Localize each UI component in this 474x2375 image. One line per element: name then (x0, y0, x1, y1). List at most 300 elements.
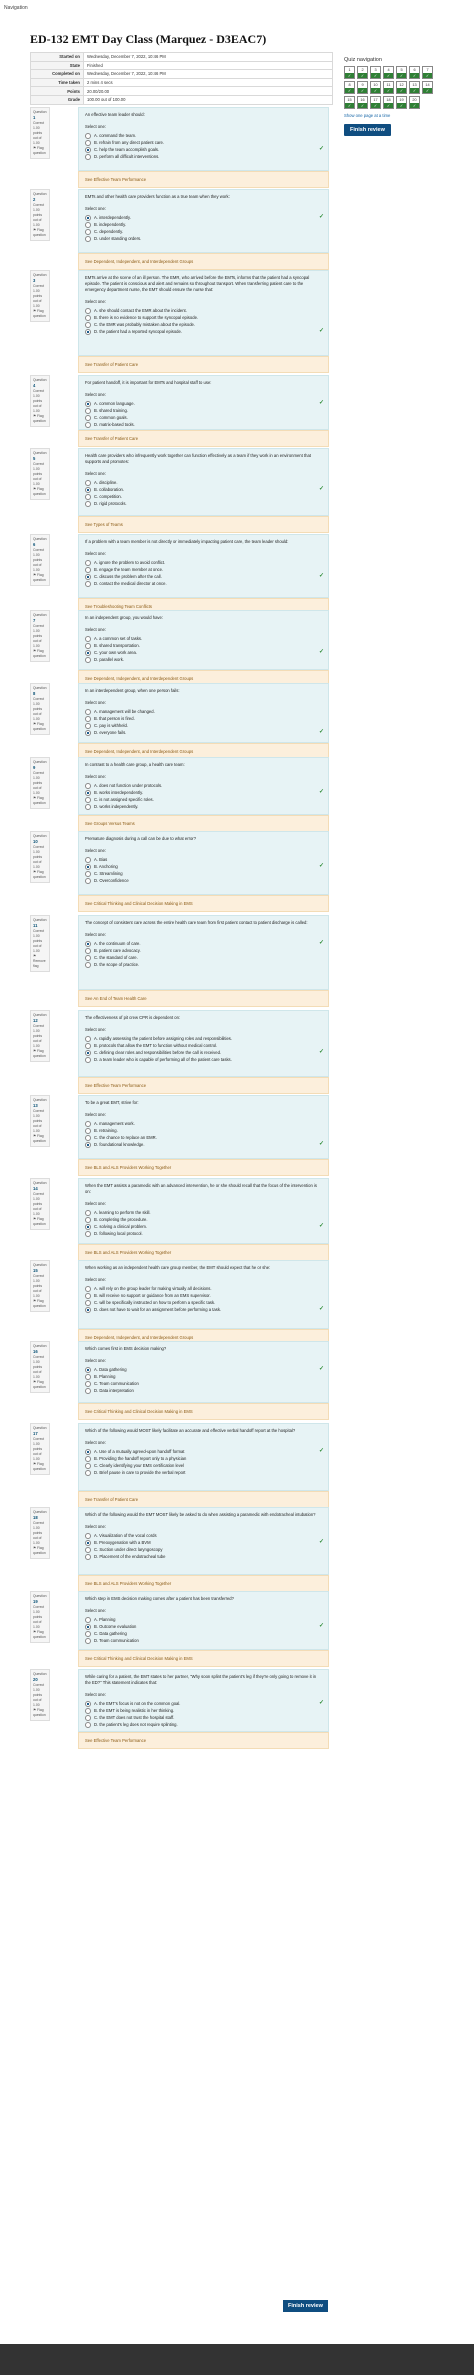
quiz-nav-button[interactable] (396, 81, 407, 94)
flag-label: Flag question (33, 1708, 46, 1717)
answer-option[interactable] (85, 1223, 322, 1230)
answer-text: C. dependently. (94, 229, 124, 234)
answer-option[interactable] (85, 414, 322, 421)
answer-text: D. the scope of practice. (94, 962, 140, 967)
answer-radio[interactable] (85, 1638, 91, 1644)
answer-radio[interactable] (85, 1708, 91, 1714)
question-feedback: See Dependent, Independent, and Interdependent Groups (78, 1329, 329, 1346)
answer-text: C. help the team accomplish goals. (94, 147, 160, 152)
question-number: 4 (33, 383, 36, 388)
answer-radio[interactable] (85, 1057, 91, 1063)
question-number: 11 (33, 923, 38, 928)
answer-option[interactable] (85, 328, 322, 335)
question-content (78, 757, 329, 832)
quiz-nav-button[interactable] (383, 96, 394, 109)
quiz-nav-button[interactable] (344, 81, 355, 94)
answer-radio[interactable] (85, 1540, 91, 1546)
answer-option[interactable] (85, 573, 322, 580)
answer-option[interactable] (85, 729, 322, 736)
answer-radio[interactable] (85, 408, 91, 414)
answer-radio[interactable] (85, 1381, 91, 1387)
quiz-nav-number: 9 (361, 83, 364, 87)
answer-option[interactable] (85, 877, 322, 884)
answer-radio[interactable] (85, 501, 91, 507)
answer-text: C. Clearly identifying your EMS certification level (94, 1463, 185, 1468)
flag-label: Flag question (33, 649, 46, 658)
answer-radio[interactable] (85, 1286, 91, 1292)
question-feedback: See Effective Team Performance (78, 1732, 329, 1749)
answer-option[interactable] (85, 954, 322, 961)
answer-option[interactable] (85, 796, 322, 803)
answer-radio[interactable] (85, 1043, 91, 1049)
answer-radio[interactable] (85, 133, 91, 139)
flag-question-link[interactable] (33, 487, 47, 497)
answer-radio[interactable] (85, 1135, 91, 1141)
flag-question-link[interactable] (33, 309, 47, 319)
answer-option[interactable] (85, 1049, 322, 1056)
answer-option[interactable] (85, 1637, 322, 1644)
correct-check-icon: ✓ (318, 729, 324, 735)
quiz-nav-button[interactable] (409, 81, 420, 94)
quiz-nav-number: 7 (426, 68, 429, 72)
answer-radio[interactable] (85, 494, 91, 500)
answer-option[interactable] (85, 1373, 322, 1380)
flag-question-link[interactable] (33, 954, 47, 969)
question-feedback: See BLS and ALS Providers Working Together (78, 1244, 329, 1261)
answer-radio[interactable] (85, 804, 91, 810)
answer-option[interactable] (85, 228, 322, 235)
quiz-nav-button[interactable] (370, 66, 381, 79)
answer-option[interactable] (85, 1366, 322, 1373)
answer-radio[interactable] (85, 1142, 91, 1148)
answer-text: C. defining clear roles and responsibilities before the call is received. (94, 1050, 222, 1055)
question-content (78, 683, 329, 760)
answer-radio[interactable] (85, 857, 91, 863)
answer-radio[interactable] (85, 643, 91, 649)
question-feedback: See Transfer of Patient Care (78, 1491, 329, 1508)
answer-option[interactable] (85, 1230, 322, 1237)
answer-radio[interactable] (85, 709, 91, 715)
answer-option[interactable] (85, 580, 322, 587)
question-status: Correct (33, 1024, 45, 1028)
question-formulation (78, 1341, 329, 1403)
answer-option[interactable] (85, 321, 322, 328)
answer-radio[interactable] (85, 1715, 91, 1721)
flag-label: Flag question (33, 573, 46, 582)
answer-option[interactable] (85, 407, 322, 414)
answer-radio[interactable] (85, 1701, 91, 1707)
answer-prompt: Select one: (85, 124, 106, 129)
flag-question-link[interactable] (33, 1049, 47, 1059)
answer-radio[interactable] (85, 783, 91, 789)
quiz-nav-button[interactable] (357, 96, 368, 109)
flag-question-link[interactable] (33, 573, 47, 583)
answer-text: A. discipline. (94, 480, 118, 485)
answer-radio[interactable] (85, 1121, 91, 1127)
answer-radio[interactable] (85, 308, 91, 314)
answer-radio[interactable] (85, 1449, 91, 1455)
answer-option[interactable] (85, 1469, 322, 1476)
quiz-nav-button[interactable] (396, 66, 407, 79)
flag-question-link[interactable] (33, 796, 47, 806)
answer-text: B. that person is fired. (94, 716, 135, 721)
answer-option[interactable] (85, 1462, 322, 1469)
answer-option[interactable] (85, 479, 322, 486)
flag-question-link[interactable] (33, 1217, 47, 1227)
answer-radio[interactable] (85, 1300, 91, 1306)
question-status: Correct (33, 929, 45, 933)
question-content (78, 1591, 329, 1667)
answer-radio[interactable] (85, 315, 91, 321)
flag-question-link[interactable] (33, 414, 47, 424)
answer-option[interactable] (85, 153, 322, 160)
answer-option[interactable] (85, 715, 322, 722)
answer-option[interactable] (85, 493, 322, 500)
quiz-nav-button[interactable] (344, 96, 355, 109)
answer-radio[interactable] (85, 1036, 91, 1042)
question-content (78, 534, 329, 615)
answer-radio[interactable] (85, 1050, 91, 1056)
question-marks: 1.00 points out of 1.00 (33, 553, 43, 572)
flag-question-link[interactable] (33, 870, 47, 880)
answer-option[interactable] (85, 863, 322, 870)
answer-radio[interactable] (85, 1722, 91, 1728)
quiz-nav-button[interactable] (357, 66, 368, 79)
answer-option[interactable] (85, 1714, 322, 1721)
answer-option[interactable] (85, 1209, 322, 1216)
quiz-nav-button[interactable] (357, 81, 368, 94)
question-feedback: See Troubleshooting Team Conflicts (78, 598, 329, 615)
answer-option[interactable] (85, 486, 322, 493)
flag-question-link[interactable] (33, 1380, 47, 1390)
question-feedback: See Effective Team Performance (78, 171, 329, 188)
show-one-page-link[interactable]: Show one page at a time (344, 113, 391, 118)
answer-option[interactable] (85, 870, 322, 877)
answer-prompt: Select one: (85, 471, 106, 476)
answer-option[interactable] (85, 1035, 322, 1042)
flag-icon: ⚑ (33, 870, 37, 874)
question-info (30, 534, 50, 586)
answer-prompt: Select one: (85, 551, 106, 556)
correct-check-icon: ✓ (318, 1448, 324, 1454)
question-info (30, 107, 50, 159)
flag-label: Flag question (33, 722, 46, 731)
answer-option[interactable] (85, 1546, 322, 1553)
answer-option[interactable] (85, 235, 322, 242)
answer-option[interactable] (85, 307, 322, 314)
question-number: 16 (33, 1349, 38, 1354)
question-text: For patient handoff, it is important for EMTs and hospital staff to use: (85, 380, 212, 385)
answer-radio[interactable] (85, 1617, 91, 1623)
question-content (78, 1260, 329, 1346)
answer-radio[interactable] (85, 1231, 91, 1237)
quiz-nav-button[interactable] (422, 66, 433, 79)
quiz-nav-button[interactable] (409, 96, 420, 109)
answer-text: A. does not function under protocols. (94, 783, 163, 788)
question-marks: 1.00 points out of 1.00 (33, 289, 43, 308)
answer-radio[interactable] (85, 329, 91, 335)
flag-question-link[interactable] (33, 1462, 47, 1472)
answer-text: B. retraining. (94, 1128, 118, 1133)
answer-text: C. the standard of care. (94, 955, 138, 960)
flag-question-link[interactable] (33, 1299, 47, 1309)
answer-option[interactable] (85, 1721, 322, 1728)
question-number: 19 (33, 1599, 38, 1604)
answer-option[interactable] (85, 1539, 322, 1546)
question-marks: 1.00 points out of 1.00 (33, 1114, 43, 1133)
quiz-nav-button[interactable] (383, 81, 394, 94)
answer-radio[interactable] (85, 581, 91, 587)
question-marks: 1.00 points out of 1.00 (33, 1610, 43, 1629)
summary-label: Time taken (31, 78, 84, 87)
question-label: Question (33, 1098, 47, 1102)
summary-label: Points (31, 87, 84, 96)
answer-option[interactable] (85, 139, 322, 146)
answer-radio[interactable] (85, 1224, 91, 1230)
answer-option[interactable] (85, 947, 322, 954)
answer-radio[interactable] (85, 480, 91, 486)
answer-option[interactable] (85, 421, 322, 428)
answer-radio[interactable] (85, 236, 91, 242)
correct-check-icon: ✓ (318, 1623, 324, 1629)
answer-radio[interactable] (85, 871, 91, 877)
answer-option[interactable] (85, 1042, 322, 1049)
answer-option[interactable] (85, 132, 322, 139)
answer-radio[interactable] (85, 1367, 91, 1373)
answer-option[interactable] (85, 1127, 322, 1134)
answer-radio[interactable] (85, 1463, 91, 1469)
question-label: Question (33, 613, 47, 617)
answer-option[interactable] (85, 1630, 322, 1637)
answer-text: D. following local protocol. (94, 1231, 143, 1236)
flag-icon: ⚑ (33, 146, 37, 150)
answer-option[interactable] (85, 656, 322, 663)
answer-radio[interactable] (85, 790, 91, 796)
quiz-nav-number: 5 (400, 68, 403, 72)
flag-label: Flag question (33, 228, 46, 237)
quiz-nav-button[interactable] (370, 81, 381, 94)
question-formulation (78, 1095, 329, 1159)
answer-option[interactable] (85, 1134, 322, 1141)
flag-icon: ⚑ (33, 1134, 37, 1138)
answer-radio[interactable] (85, 1547, 91, 1553)
answer-option[interactable] (85, 214, 322, 221)
question-feedback: See An End of Team Health Care (78, 990, 329, 1007)
question-feedback: See Dependent, Independent, and Interdependent Groups (78, 253, 329, 270)
answer-radio[interactable] (85, 962, 91, 968)
question-marks: 1.00 points out of 1.00 (33, 1197, 43, 1216)
answer-option[interactable] (85, 1120, 322, 1127)
answer-option[interactable] (85, 314, 322, 321)
answer-radio[interactable] (85, 1470, 91, 1476)
quiz-nav-button[interactable] (370, 96, 381, 109)
question-feedback: See Critical Thinking and Clinical Decision Making in EMS (78, 1650, 329, 1667)
answer-radio[interactable] (85, 650, 91, 656)
question-marks: 1.00 points out of 1.00 (33, 1442, 43, 1461)
answer-radio[interactable] (85, 567, 91, 573)
question-formulation (78, 534, 329, 598)
answer-radio[interactable] (85, 154, 91, 160)
answer-option[interactable] (85, 803, 322, 810)
correct-check-icon: ✓ (318, 1141, 324, 1147)
answer-radio[interactable] (85, 560, 91, 566)
answer-radio[interactable] (85, 1128, 91, 1134)
answer-option[interactable] (85, 1448, 322, 1455)
question-status: Correct (33, 1683, 45, 1687)
answer-option[interactable] (85, 1285, 322, 1292)
answer-option[interactable] (85, 400, 322, 407)
question-label: Question (33, 760, 47, 764)
flag-question-link[interactable] (33, 1546, 47, 1556)
answer-prompt: Select one: (85, 1201, 106, 1206)
answer-radio[interactable] (85, 878, 91, 884)
answer-option[interactable] (85, 1387, 322, 1394)
answer-text: A. the EMT's focus is not on the common goal. (94, 1701, 181, 1706)
question-status: Correct (33, 284, 45, 288)
quiz-nav-button[interactable] (422, 81, 433, 94)
answer-option[interactable] (85, 221, 322, 228)
answer-option[interactable] (85, 1306, 322, 1313)
answer-text: D. a team leader who is capable of performing all of the patient care tasks. (94, 1057, 232, 1062)
answer-radio[interactable] (85, 1217, 91, 1223)
answer-option[interactable] (85, 649, 322, 656)
flag-question-link[interactable] (33, 722, 47, 732)
answer-option[interactable] (85, 559, 322, 566)
answer-radio[interactable] (85, 1293, 91, 1299)
question-number: 9 (33, 765, 36, 770)
answer-radio[interactable] (85, 955, 91, 961)
answer-option[interactable] (85, 1623, 322, 1630)
answer-option[interactable] (85, 1216, 322, 1223)
flag-question-link[interactable] (33, 1630, 47, 1640)
answer-radio[interactable] (85, 723, 91, 729)
answer-radio[interactable] (85, 1456, 91, 1462)
answer-radio[interactable] (85, 574, 91, 580)
question-content (78, 1507, 329, 1592)
answer-radio[interactable] (85, 147, 91, 153)
answer-radio[interactable] (85, 401, 91, 407)
answer-radio[interactable] (85, 657, 91, 663)
flag-label: Flag question (33, 796, 46, 805)
answer-option[interactable] (85, 782, 322, 789)
answer-option[interactable] (85, 1532, 322, 1539)
quiz-nav-button[interactable] (344, 66, 355, 79)
flag-question-link[interactable] (33, 228, 47, 238)
answer-option[interactable] (85, 1455, 322, 1462)
answer-radio[interactable] (85, 422, 91, 428)
answer-option[interactable] (85, 722, 322, 729)
answer-radio[interactable] (85, 140, 91, 146)
answer-radio[interactable] (85, 716, 91, 722)
question-number: 13 (33, 1103, 38, 1108)
answer-text: A. Bias (94, 857, 108, 862)
quiz-navigation-grid (344, 66, 444, 109)
finish-review-button[interactable]: Finish review (344, 124, 391, 136)
quiz-nav-button[interactable] (383, 66, 394, 79)
answer-option[interactable] (85, 635, 322, 642)
answer-radio[interactable] (85, 1554, 91, 1560)
flag-label: Flag question (33, 146, 46, 155)
question-text: An effective team leader should: (85, 112, 145, 117)
answer-radio[interactable] (85, 1631, 91, 1637)
answer-option[interactable] (85, 566, 322, 573)
answer-radio[interactable] (85, 1388, 91, 1394)
answer-option[interactable] (85, 1616, 322, 1623)
summary-value: Finished (84, 61, 333, 70)
summary-label: Started on (31, 53, 84, 62)
answer-text: B. shared transportation. (94, 643, 140, 648)
answer-option[interactable] (85, 642, 322, 649)
flag-label: Flag question (33, 1546, 46, 1555)
answer-text: C. common goals. (94, 415, 128, 420)
answer-radio[interactable] (85, 1307, 91, 1313)
answer-radio[interactable] (85, 1624, 91, 1630)
flag-icon: ⚑ (33, 722, 37, 726)
answer-radio[interactable] (85, 636, 91, 642)
quiz-nav-number: 18 (386, 98, 391, 102)
flag-icon: ⚑ (33, 1462, 37, 1466)
question-info (30, 1591, 50, 1643)
answer-option[interactable] (85, 708, 322, 715)
answer-option[interactable] (85, 1707, 322, 1714)
answer-option[interactable] (85, 1299, 322, 1306)
quiz-nav-button[interactable] (396, 96, 407, 109)
answer-radio[interactable] (85, 948, 91, 954)
answer-option[interactable] (85, 961, 322, 968)
question-formulation (78, 375, 329, 430)
answer-radio[interactable] (85, 229, 91, 235)
finish-review-button-bottom[interactable]: Finish review (283, 2300, 328, 2312)
flag-question-link[interactable] (33, 1708, 47, 1718)
answer-text: A. management work. (94, 1121, 135, 1126)
answer-radio[interactable] (85, 415, 91, 421)
answer-radio[interactable] (85, 797, 91, 803)
answer-radio[interactable] (85, 730, 91, 736)
answer-option[interactable] (85, 1380, 322, 1387)
answer-option[interactable] (85, 1292, 322, 1299)
answer-option[interactable] (85, 856, 322, 863)
answer-text: D. perform all difficult interventions. (94, 154, 160, 159)
answer-radio[interactable] (85, 1533, 91, 1539)
answer-text: B. Planning (94, 1374, 116, 1379)
answer-option[interactable] (85, 1700, 322, 1707)
flag-question-link[interactable] (33, 146, 47, 156)
answer-option[interactable] (85, 1056, 322, 1063)
answer-radio[interactable] (85, 487, 91, 493)
page-footer (0, 2344, 474, 2375)
answer-option[interactable] (85, 1553, 322, 1560)
answer-radio[interactable] (85, 215, 91, 221)
answer-radio[interactable] (85, 1210, 91, 1216)
question-feedback: See BLS and ALS Providers Working Together (78, 1575, 329, 1592)
flag-question-link[interactable] (33, 649, 47, 659)
answer-radio[interactable] (85, 322, 91, 328)
answer-radio[interactable] (85, 222, 91, 228)
answer-option[interactable] (85, 146, 322, 153)
answer-option[interactable] (85, 1141, 322, 1148)
answer-radio[interactable] (85, 864, 91, 870)
answer-option[interactable] (85, 789, 322, 796)
answer-option[interactable] (85, 500, 322, 507)
question-marks: 1.00 points out of 1.00 (33, 1029, 43, 1048)
question-number: 12 (33, 1018, 38, 1023)
quiz-nav-button[interactable] (409, 66, 420, 79)
answer-radio[interactable] (85, 1374, 91, 1380)
answer-radio[interactable] (85, 941, 91, 947)
question-formulation (78, 107, 329, 171)
flag-question-link[interactable] (33, 1134, 47, 1144)
answer-option[interactable] (85, 940, 322, 947)
